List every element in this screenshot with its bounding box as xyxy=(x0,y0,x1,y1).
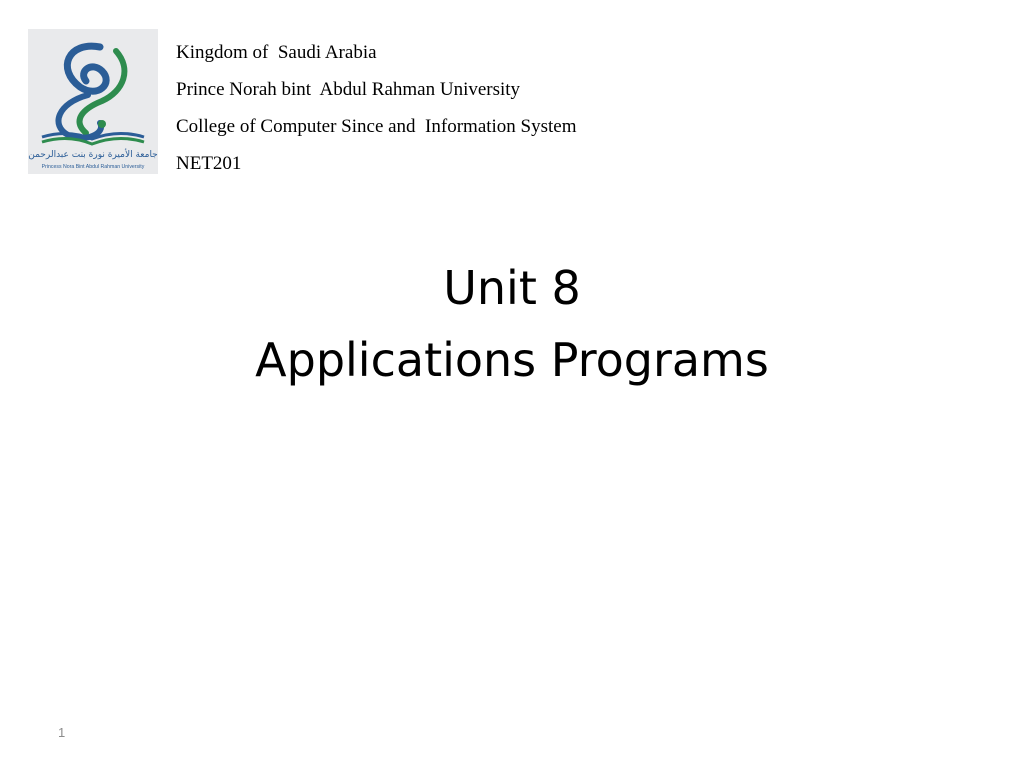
slide-title xyxy=(0,252,1024,396)
logo-arabic-text: جامعة الأميرة نورة بنت عبدالرحمن xyxy=(28,150,158,160)
header-line-course: NET201 xyxy=(176,153,242,174)
header-line-university: Prince Norah bint Abdul Rahman University xyxy=(176,79,521,100)
university-logo-icon xyxy=(28,29,158,174)
logo-english-text: Princess Nora Bint Abdul Rahman University xyxy=(41,164,145,170)
header-block xyxy=(176,34,577,182)
header-line-kingdom: Kingdom of Saudi Arabia xyxy=(176,42,377,63)
header-line-college: College of Computer Since and Information System xyxy=(176,116,577,137)
page-number: 1 xyxy=(58,725,66,740)
slide-title-unit: Unit 8 xyxy=(443,261,581,315)
slide-title-subject: Applications Programs xyxy=(255,333,769,387)
